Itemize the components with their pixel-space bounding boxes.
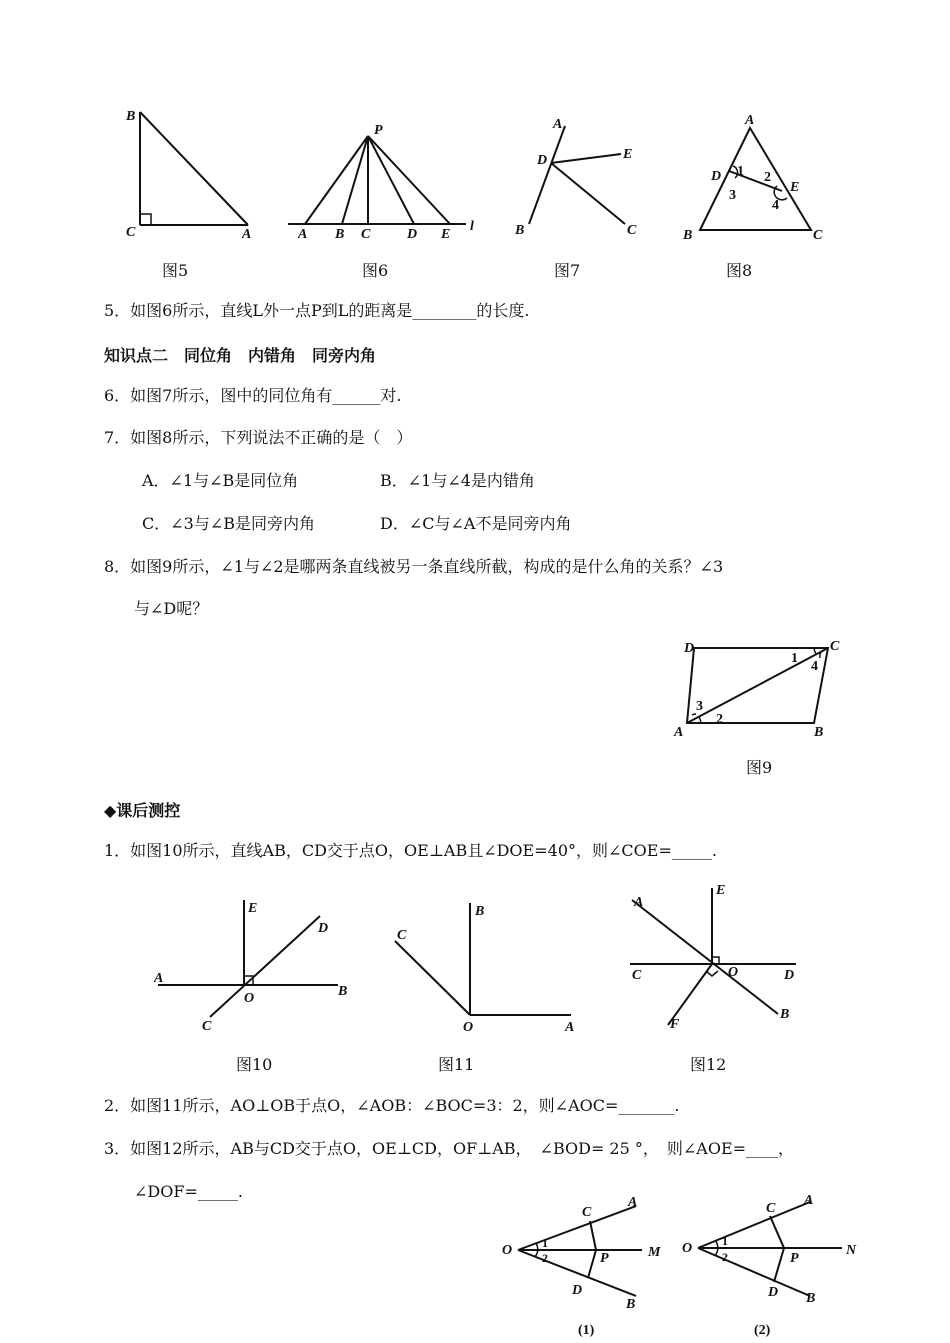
svg-text:F: F (670, 1017, 680, 1030)
svg-text:C: C (582, 1205, 592, 1220)
svg-text:1: 1 (722, 1234, 728, 1248)
svg-text:1: 1 (737, 164, 744, 179)
question-7: 7．如图8所示，下列说法不正确的是（ ） (104, 428, 413, 447)
svg-text:A: A (628, 1195, 638, 1210)
question-8-line-1: 8．如图9所示，∠1与∠2是哪两条直线被另一条直线所截，构成的是什么角的关系？∠3 (104, 557, 724, 576)
homework-question-3-line-1: 3．如图12所示，AB与CD交于点O，OE⊥CD，OF⊥AB， ∠BOD= 25 °， 则∠AOE=____， (104, 1139, 795, 1158)
svg-text:A: A (634, 895, 644, 910)
svg-text:(2): (2) (754, 1323, 771, 1338)
svg-text:C: C (813, 228, 823, 243)
svg-text:O: O (244, 991, 255, 1006)
svg-text:E: E (248, 901, 258, 916)
svg-text:D: D (318, 921, 329, 936)
svg-text:C: C (627, 223, 637, 238)
figure-9-caption: 图9 (746, 758, 773, 777)
svg-text:N: N (846, 1243, 857, 1258)
figure-5-caption: 图5 (162, 261, 189, 280)
svg-text:A: A (553, 117, 563, 132)
svg-text:E: E (623, 147, 633, 162)
svg-text:3: 3 (696, 699, 703, 714)
svg-text:2: 2 (716, 712, 723, 727)
svg-text:P: P (600, 1251, 609, 1266)
svg-text:O: O (463, 1020, 474, 1035)
svg-text:O: O (502, 1243, 513, 1258)
figure-9 (670, 632, 855, 742)
figure-angle-bisector-2 (680, 1190, 865, 1340)
svg-text:2: 2 (722, 1250, 728, 1264)
homework-question-1: 1．如图10所示，直线AB，CD交于点O，OE⊥AB且∠DOE=40°，则∠COE=_____. (104, 841, 717, 860)
homework-question-3-line-2: ∠DOF=_____. (134, 1182, 243, 1201)
svg-text:D: D (537, 153, 548, 168)
svg-text:4: 4 (811, 659, 818, 674)
option-a: A．∠1与∠B是同位角 (142, 471, 299, 490)
svg-text:B: B (126, 109, 136, 124)
svg-text:E: E (441, 227, 451, 242)
figure-8-caption: 图8 (726, 261, 753, 280)
svg-text:A: A (298, 227, 308, 242)
svg-text:P: P (374, 123, 383, 138)
svg-text:D: D (784, 968, 795, 983)
figure-5 (120, 100, 260, 245)
svg-text:D: D (684, 641, 695, 656)
section-knowledge-point-2: 知识点二 同位角 内错角 同旁内角 (104, 346, 377, 365)
svg-text:B: B (475, 904, 485, 919)
svg-text:B: B (335, 227, 345, 242)
option-b: B．∠1与∠4是内错角 (380, 471, 535, 490)
figure-7-caption: 图7 (554, 261, 581, 280)
svg-text:D: D (407, 227, 418, 242)
svg-text:E: E (790, 180, 800, 195)
question-6: 6．如图7所示，图中的同位角有______对. (104, 386, 402, 405)
svg-text:B: B (338, 984, 348, 999)
svg-text:P: P (790, 1251, 799, 1266)
svg-text:3: 3 (729, 188, 736, 203)
svg-text:l: l (470, 219, 474, 234)
svg-text:B: B (814, 725, 824, 740)
svg-text:1: 1 (542, 1236, 548, 1250)
svg-text:C: C (361, 227, 371, 242)
homework-question-2: 2．如图11所示，AO⊥OB于点O，∠AOB：∠BOC=3：2，则∠AOC=_______. (104, 1096, 680, 1115)
svg-text:C: C (632, 968, 642, 983)
svg-text:2: 2 (764, 170, 771, 185)
option-c: C．∠3与∠B是同旁内角 (142, 514, 315, 533)
svg-text:O: O (728, 965, 739, 980)
svg-text:D: D (768, 1285, 779, 1300)
svg-text:2: 2 (542, 1251, 548, 1265)
svg-text:O: O (682, 1241, 693, 1256)
figure-11-caption: 图11 (438, 1055, 475, 1074)
option-d: D．∠C与∠A不是同旁内角 (380, 514, 572, 533)
figure-8 (675, 108, 835, 243)
figure-11 (385, 895, 590, 1040)
svg-text:A: A (804, 1193, 814, 1208)
svg-text:A: A (154, 971, 164, 986)
svg-text:B: B (780, 1007, 790, 1022)
figure-10-caption: 图10 (236, 1055, 273, 1074)
svg-text:B: B (515, 223, 525, 238)
figure-6-caption: 图6 (362, 261, 389, 280)
svg-text:E: E (716, 883, 726, 898)
question-8-line-2: 与∠D呢？ (134, 599, 209, 618)
svg-text:D: D (711, 169, 722, 184)
svg-text:C: C (397, 928, 407, 943)
svg-text:A: A (745, 113, 755, 128)
figure-angle-bisector-1 (498, 1190, 678, 1340)
question-5: 5．如图6所示，直线L外一点P到L的距离是________的长度. (104, 301, 530, 320)
svg-text:A: A (565, 1020, 575, 1035)
svg-text:M: M (648, 1245, 661, 1260)
svg-text:C: C (126, 225, 136, 240)
svg-text:A: A (242, 227, 252, 242)
figure-12 (620, 880, 810, 1030)
svg-text:1: 1 (791, 651, 798, 666)
figure-6 (280, 118, 490, 243)
svg-text:C: C (830, 639, 840, 654)
svg-text:4: 4 (772, 198, 779, 213)
section-after-class: ◆课后测控 (104, 801, 181, 820)
svg-text:D: D (572, 1283, 583, 1298)
figure-12-caption: 图12 (690, 1055, 727, 1074)
svg-text:C: C (766, 1201, 776, 1216)
svg-text:A: A (674, 725, 684, 740)
svg-text:(1): (1) (578, 1323, 595, 1338)
svg-text:C: C (202, 1019, 212, 1034)
svg-text:B: B (806, 1291, 816, 1306)
figure-10 (150, 892, 360, 1037)
figure-7 (505, 110, 655, 245)
svg-text:B: B (683, 228, 693, 243)
svg-text:B: B (626, 1297, 636, 1312)
